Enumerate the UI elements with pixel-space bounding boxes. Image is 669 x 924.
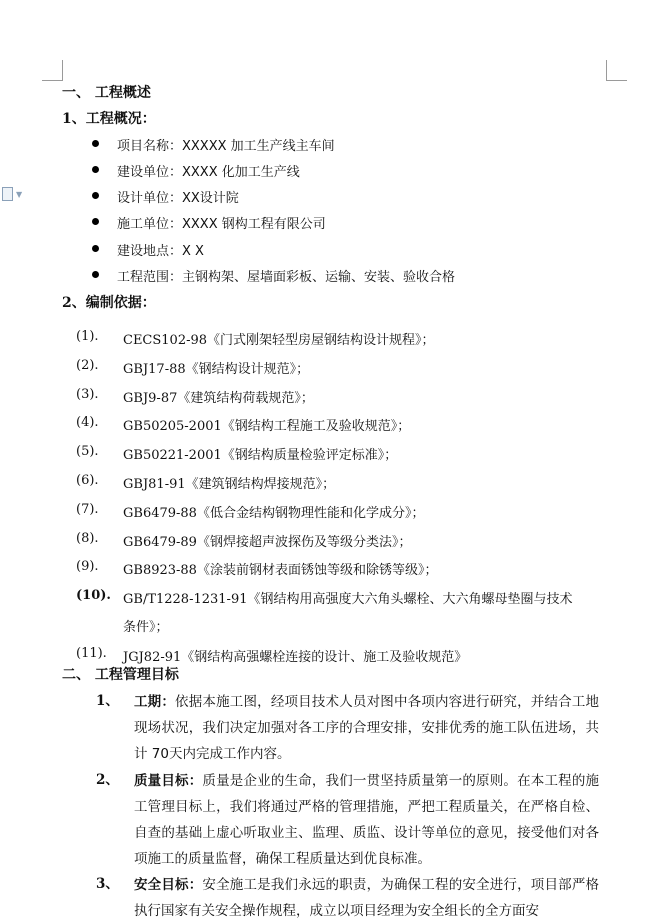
subsection-overview-heading: 1、工程概况： — [62, 111, 156, 127]
subsection-basis-heading: 2、编制依据： — [62, 295, 156, 311]
section-2-heading: 二、 工程管理目标 — [62, 667, 179, 683]
section-1-heading: 一、 工程概述 — [62, 85, 151, 101]
document-page: 一、 工程概述 1、工程概况： 项目名称：XXXXX 加工生产线主车间 建设单位：XXXX 化加工生产线 设计单位：XX设计院 施工单位：XXXX 钢构工程有限公司 建设地点：X X 工程范围：主钢构架、屋墙面彩板、运输、安装、验收合格 2、编制依据： (1). CECS102-98《门式刚架轻型房屋钢结构设计规程》； (2). GBJ17-88《钢结构设计规范》； (3). GBJ9-87《建筑结构荷载规范》； (4). GB50205-2001《钢结构工程施工及验收规范》； (5). GB50221-2001《钢结构质量检验评定标准》； (6). GBJ81-91《建筑钢结构焊接规范》； (7). GB6479-88《低合金结构钢物理性能和化学成分》； (8). GB6479-89《钢焊接超声波探伤及等级分类法》； (9). GB8923-88《涂装前钢材表面锈蚀等级和除锈等级》； (10). GB/T1228-1231-91《钢结构用高强度大六角头螺栓、大六角螺母垫圈与技术 条件》； (11). JGJ82-91《钢结构高强螺栓连接的设计、施工及验收规范》 二、 工程管理目标 1、 工期：依据本施工图，经项目技术人员对图中各项内容进行研究，并结合工地现场状况，我们决定加强对各工序的合理安排，安排优秀的施工队伍进场，共计 70天内完成工作内容。 2、 质量目标：质量是企业的生命，我们一贯坚持质量第一的原则。在本工程的施工管理目标上，我们将通过严格的管理措施，严把工程质量关，在严格自检、自查的基础上虚心听取业主、监理、质监、设计等单位的意见，接受他们对各项施工的质量监督，确保工程质量达到优良标准。 3、 安全目标：安全施工是我们永远的职责，为确保工程的安全进行，项目部严格执行国家有关安全操作规程，成立以项目经理为安全组长的全方面安 — [0, 0, 669, 916]
document-map-icon[interactable]: ▼ — [2, 187, 22, 201]
